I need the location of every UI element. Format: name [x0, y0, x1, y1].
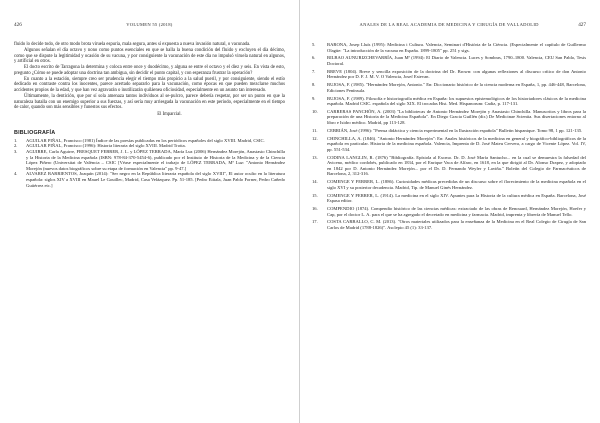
left-running-title: VOLUMEN 55 (2018) [126, 22, 173, 27]
reference-text: BUJOSA, F. (1989). Filosofía e historiografía médica en España: los supuestos epistemológicos de los historiadores clásicos de la medicina española. Madrid CSIC. española del siglo XIX. El trocadas Hist. Med. Hispanorum: Cadiz, p. 117-131. [327, 95, 586, 107]
reference-number: 2. [14, 143, 18, 149]
reference-text: CEBRIÁN, José (1996): "Prensa didáctica y ciencia experimental en la Ilustración española" Bulletin hispanique. Tomo 98, 1 pp. 121-135. [327, 127, 583, 133]
reference-number: 7. [312, 68, 316, 74]
reference-number: 4. [14, 171, 18, 177]
reference-text: BILBAO AUNURIZCHEVARRÍA, Juan Mª (1994): El Diario de Valencia. Luces y Sombras, 1790–1800. Valencia, CEU San Pablo, Tesis Doctoral. [327, 55, 586, 66]
reference-number: 6. [312, 55, 316, 61]
reference-number: 13. [312, 154, 318, 160]
reference-item [14, 171, 285, 188]
reference-number: 14. [312, 179, 318, 185]
left-running-header [14, 22, 285, 28]
reference-text: CARRERAS PANCHÓN, A. (2003) "La bibliotecas de Antonio Hernández Morejón y Anastasio Chinchilla. Manuscritos y libros para la preparación de una Historia de la Medicina Española". En Diego Gracia Guillén (dir.) De Medicinae Scientia. Sus disertaciones entorno al libro e Isidro médico. Madrid, pp 113-128. [327, 108, 586, 126]
bibliography-list [312, 42, 586, 230]
reference-item [312, 82, 586, 93]
reference-number: 5. [312, 42, 316, 47]
reference-text: CHINCHILLA, A. (1846). "Antonio Hernández Morejón": En: Anales históricos de la medicina en general y biográfico-bibliográficos de la española en particular. Historia de la medicina española. Valencia, Imprenta de D. José Mateu Cervera, a cargo de Vicente López. Vol. IV, pp. 551-534. [327, 135, 586, 152]
right-running-title: ANALES DE LA REAL ACADEMIA DE MEDICINA Y CIRUGÍA DE VALLADOLID [359, 22, 539, 27]
reference-text: COMPENDIO (1874). Compendio histórico de las ciencias médicas: extractado de las obras de Renouard, Hernández Morejón, Hoefer y Cap, por el doctor L. A. para el que se ha agregado el decretado en medicina y farmacia. Madrid, imprenta y librería de Manuel Tello. [327, 205, 586, 217]
reference-number: 8. [312, 82, 316, 88]
reference-number: 1. [14, 137, 18, 143]
reference-text: AGUILAR PIÑAL, Francisco (1996): Historia literaria del siglo XVIII. Madrid Trotta. [26, 143, 186, 149]
reference-item [312, 219, 586, 230]
reference-number: 11. [312, 127, 318, 133]
body-paragraph: El docto escrito de Tarragona la determina y coloca entre once y duodécimo, y alguna se entre el octavo y el diez y seis. En vista de esto, pregunto ¿Cómo se puede adoptar una doctrina tan ambigua, sin decidir el punto capital, y con esperanza frustrar la operación? [14, 65, 285, 76]
reference-item [312, 55, 586, 66]
reference-item [312, 69, 586, 80]
reference-item [312, 179, 586, 190]
body-paragraph: Últimamente, la dentición, que por sí sola amenaza tantos individuos al se-pulcro, parece debería respetar, por ser un punto en que la naturaleza batalla con un enemigo superior a sus fuerzas, y así sería muy arriesgada la vacunación en este periodo, especialmente en el tiempo de calor, quando son más sensibles y funestos sus efectos. [14, 93, 285, 111]
reference-text: BREVE (1804). Breve y sencilla exposición de la doctrina del Dr. Brown: con algunas reflexiones al discurso crítico de don Antonio Hernández por D. F. J. M. V. O Valencia, Josef Estevan. [327, 68, 586, 80]
reference-text: CODINA LANGLIN, R. (1876) "Bibliografía. Epístola al Excmo. Dr. D. José María Santucho... en la cual se demuestra la falsedad del Aviceno, médico cordobés, publicado en 1834, por el Enrique Vaca de Alfaro, en 1618, en la que dirigió al Dr. Alonso Drapez, y adoptado en 1842 por D. Antonio Hernández Morejón... por el Dr. D. Fernando Weyler y Laviña." Boletín del Colegio de Farmacéuticos de Barcelona, 2, 312-316. [327, 154, 586, 177]
reference-text: BUJOSA, F. (1985). "Hernández Morejón, Antonio." En: Diccionario histórico de la ciencia moderna en España, 1, pp. 446-448, Barcelona, Ediciones Península. [327, 82, 586, 93]
reference-text: COSTA CARBALLO, C. M. (2013). "Otros materiales utilizados para la enseñanza de la Medicina en el Real Colegio de Cirugía de San Carlos de Madrid (1788-1826)". Asclepio 45 (1): 33-137. [327, 219, 586, 230]
reference-item [312, 206, 586, 217]
reference-number: 17. [312, 219, 318, 225]
reference-item [14, 149, 285, 171]
right-page-number: 427 [578, 22, 586, 28]
reference-item [312, 96, 586, 107]
right-running-header [312, 22, 586, 28]
reference-number: 9. [312, 95, 316, 101]
reference-item [312, 155, 586, 177]
reference-number: 16. [312, 205, 318, 211]
reference-text: COMENGE Y FERRER, L. (1886). Curiosidades médicas precedidas de un discurso sobre el florecimiento de la medicina española en el siglo XVI y su posterior decadencia. Madrid, Tip. de Manuel Ginés Hernández. [327, 179, 586, 190]
reference-number: 10. [312, 108, 318, 114]
reference-item [312, 136, 586, 153]
body-paragraph: En cuanto a la estación, siempre creo ser prudencia elegir el tiempo más propicio a la salud pueril, y por consiguiente, siendo el estío dedicado en contraste contra los inocentes, parece acertado separarlo para la vacunación, como épocas en que pueden mezclarse muchos accidentes propios de la edad, y que han vez agravarán o inutilizarán quiláenea oficiosidad, especialmente en un asunto tan interesado. [14, 76, 285, 93]
reference-item [312, 109, 586, 126]
right-page [300, 0, 600, 423]
left-page-number: 426 [14, 22, 22, 28]
signature: El Imparcial. [157, 112, 182, 117]
bibliography-heading: BIBLIOGRAFÍA [14, 129, 56, 136]
body-paragraph: Algunos señalan el día octavo y nono como puntos esenciales en que se halla la buena condición del fluido y excluyen el día décimo, como que se dispute la legitimidad y ocasión de su vacuna, y por consiguiente la vacunación de este día no impulsó viruela natural en algunos, y artificial en otros. [14, 47, 285, 65]
reference-item [312, 128, 586, 134]
bibliography-list [14, 138, 285, 188]
reference-text: AGUIRRE, Carla Aguirre, FRESQUET FEBRER, J. L. y LÓPEZ TERRADA, María Luz (2006) Hernández Morejón, Anastasio Chinchilla y la Historia de la Medicina española (ISBN: 978-84-370-5454-6), publicado por el Instituto de Historia de la Medicina y de la Ciencia López Piñero (Universitat de València – CSIC [Véase especialmente el trabajo de LÓPEZ TERRADA, Mª Luz: "Antonio Hernández Morejón (nuevos datos biográficos sobre su etapa de formación en Valencia" pp. 9-47.] [26, 148, 285, 171]
reference-text: BARONA, Josep Lluís (1995): Medicina i Cultura. Valencia, Seminari d'Història de la Ciència. (Especialmente el capítulo de Guillermo Olagüe: "La introducción de la vacuna en España. 1899-1805" pp. 251 y sigs. [327, 42, 586, 53]
reference-text: AGUILAR PIÑAL, Francisco (1981) Índice de las poesías publicadas en los periódicos españoles del siglo XVIII. Madrid, CSIC. [26, 137, 265, 143]
reference-item [312, 193, 586, 204]
body-paragraph: fluido lo decide todo, de otro modo brota viruela espuria, mala segura, antes sí expuesta a nueva invasión natural, o vacunada. [14, 42, 251, 47]
reference-text: ALVAREZ BARRIENTOS, Joaquín (2014): "Ser negro en la República literaria española del siglo XVIII", El autor oculto en la literatura española: siglos XIV a XVIII en Mauel Le Gouillec, Madrid, Casa Velázquez. Pp. 51-185. [Pedro Eiitala, Juan Pablo Forner, Pedro Cañedo Gutiérrez etc.] [26, 171, 285, 188]
reference-text: COMENGE Y FERRER, L. (1914). La medicina en el siglo XIV. Apuntes para la Historia de la cultura médica en España. Barcelona, José Espasa editor. [327, 192, 586, 204]
reference-number: 3. [14, 148, 18, 154]
reference-number: 15. [312, 192, 318, 198]
reference-number: 12. [312, 135, 318, 141]
reference-item [312, 42, 586, 53]
